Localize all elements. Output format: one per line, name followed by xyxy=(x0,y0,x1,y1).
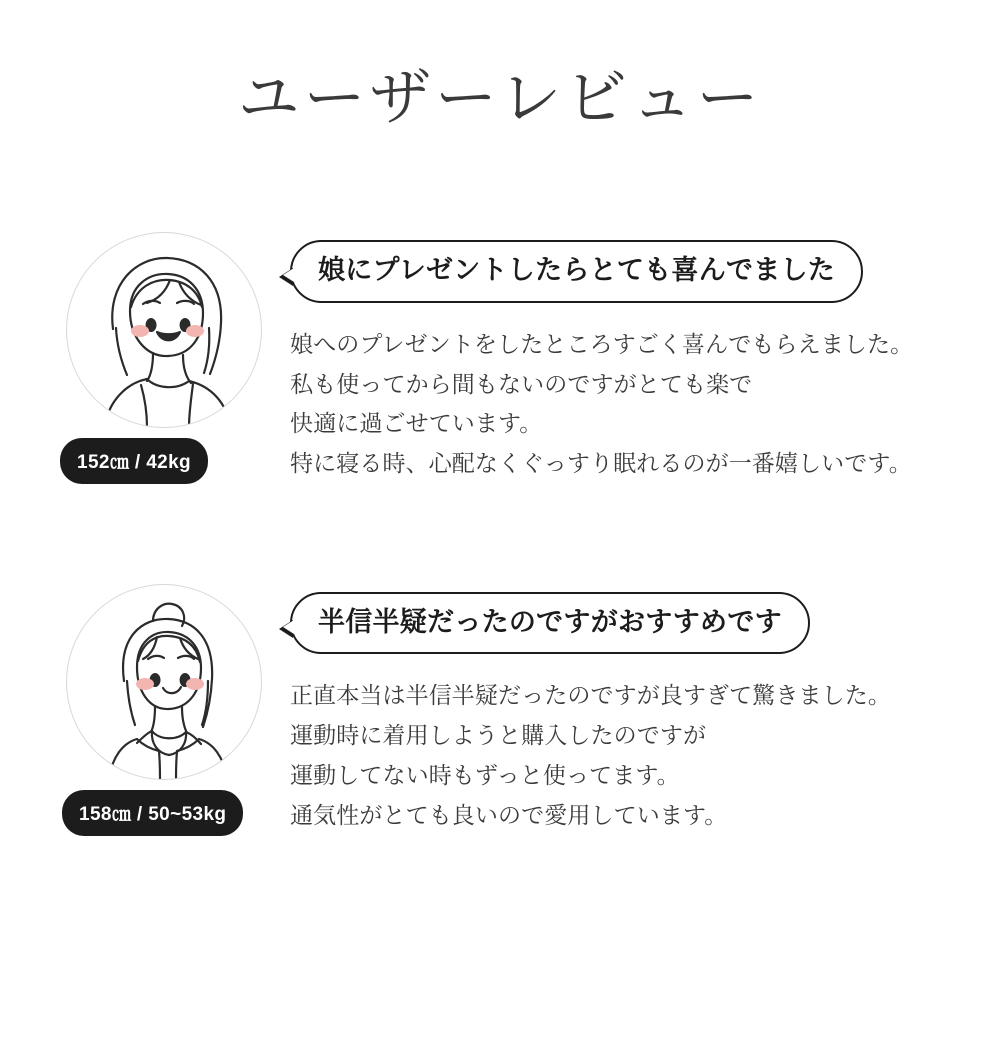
status-badge: 152㎝ / 42kg xyxy=(60,438,208,484)
cheek-blush-right xyxy=(186,325,204,337)
avatar-column xyxy=(60,232,290,474)
woman-bun-hair-smiling-avatar xyxy=(67,585,261,779)
status-badge: 158㎝ / 50~53kg xyxy=(62,790,243,836)
review-text-column xyxy=(290,584,1000,836)
review-body-line: 運動時に着用しようと購入したのですが xyxy=(290,722,707,749)
review-text-column xyxy=(290,232,1000,484)
review-body-line: 特に寝る時、心配なくぐっすり眠れるのが一番嬉しいです。 xyxy=(290,450,912,477)
review-body-line: 快適に過ごせています。 xyxy=(290,410,543,437)
review-headline: 半信半疑だったのですがおすすめです xyxy=(290,592,810,654)
avatar-column xyxy=(60,584,290,825)
cheek-blush-left xyxy=(131,325,149,337)
review-headline: 娘にプレゼントしたらとても喜んでました xyxy=(290,240,863,302)
page-title: ユーザーレビュー xyxy=(237,64,763,133)
cheek-blush-left xyxy=(136,678,154,690)
avatar xyxy=(66,232,262,428)
avatar xyxy=(66,584,262,780)
review-list xyxy=(0,232,1000,835)
review-item xyxy=(0,584,1000,836)
review-item xyxy=(0,232,1000,484)
review-body-line: 私も使ってから間もないのですがとても楽で xyxy=(290,370,753,397)
cheek-blush-right xyxy=(186,678,204,690)
review-body-line: 正直本当は半信半疑だったのですが良すぎて驚きました。 xyxy=(290,682,891,709)
woman-short-hair-smiling-avatar xyxy=(67,233,261,427)
review-body-line: 通気性がとても良いので愛用しています。 xyxy=(290,801,728,828)
review-body xyxy=(290,676,1000,835)
review-body xyxy=(290,325,1000,484)
review-body-line: 運動してない時もずっと使ってます。 xyxy=(290,761,680,788)
review-body-line: 娘へのプレゼントをしたところすごく喜んでもらえました。 xyxy=(290,330,914,357)
